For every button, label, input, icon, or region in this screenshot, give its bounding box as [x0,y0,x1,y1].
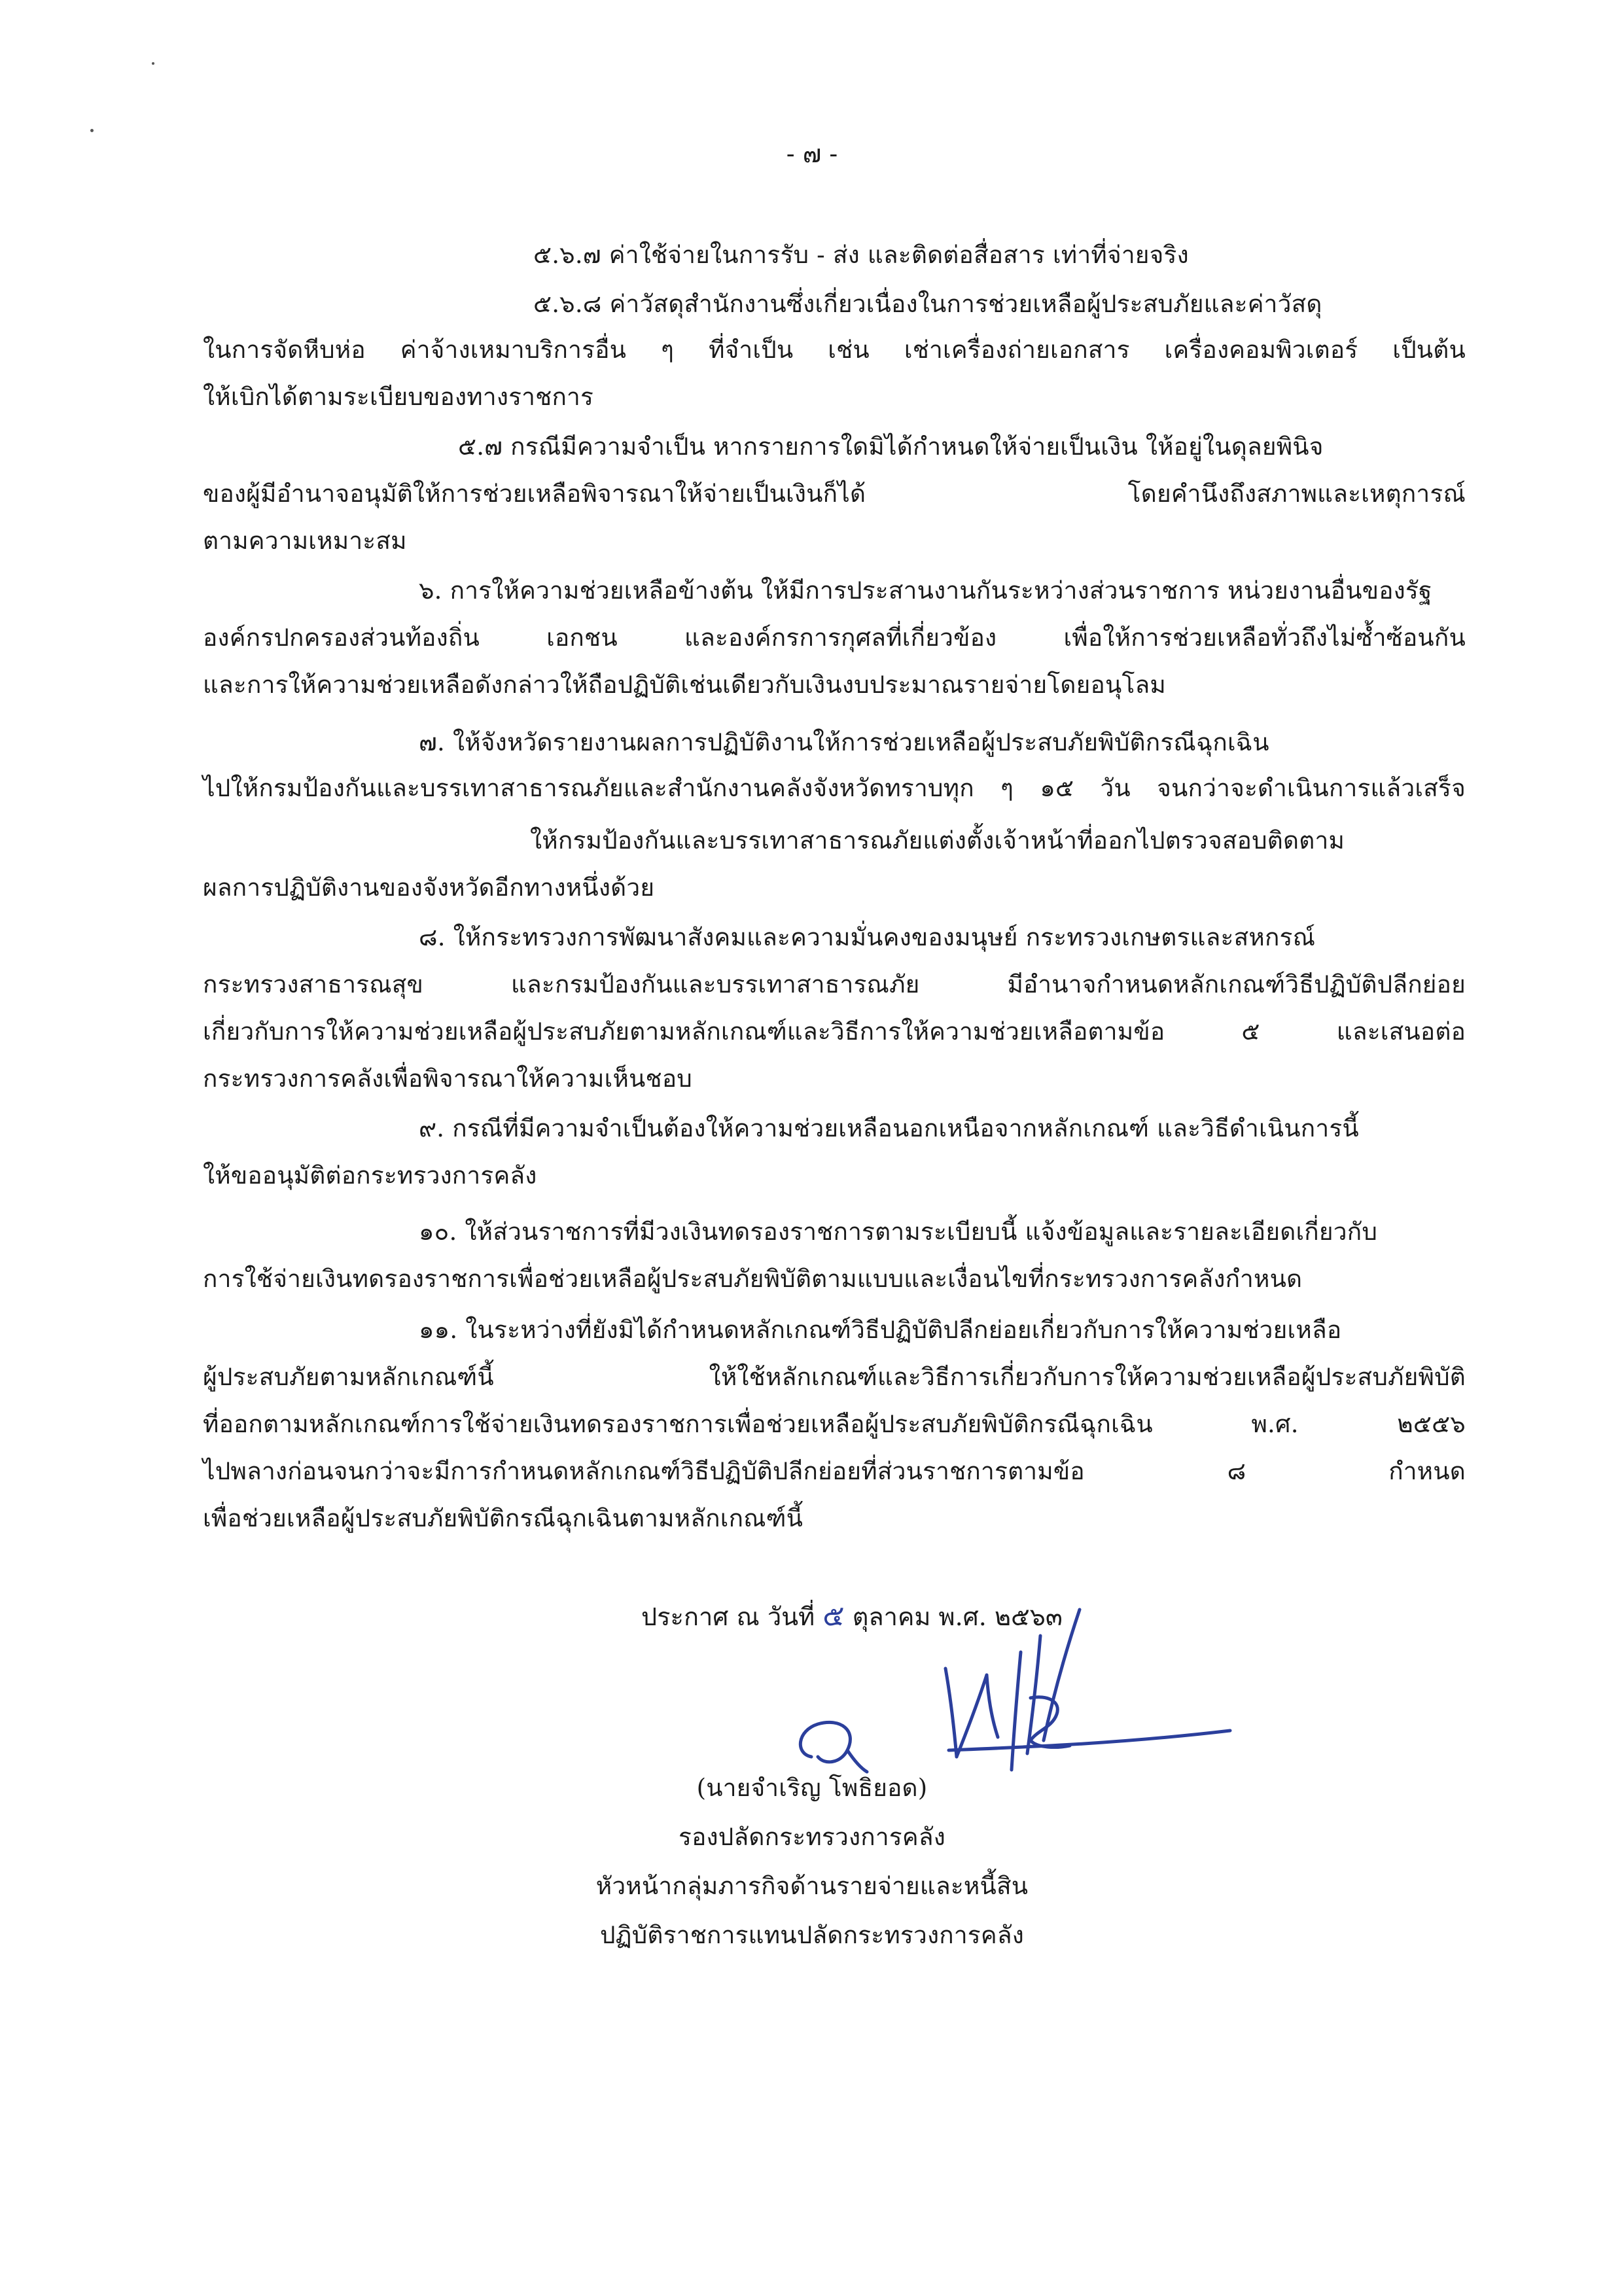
clause-5-6-8-line-1: ๕.๖.๘ ค่าวัสดุสำนักงานซึ่งเกี่ยวเนื่องในการช่วยเหลือผู้ประสบภัยและค่าวัสดุ [533,290,1322,318]
clause-8-line-1: ๘. ให้กระทรวงการพัฒนาสังคมและความมั่นคงของมนุษย์ กระทรวงเกษตรและสหกรณ์ [419,923,1316,951]
clause-11-line-3: ที่ออกตามหลักเกณฑ์การใช้จ่ายเงินทดรองราชการเพื่อช่วยเหลือผู้ประสบภัยพิบัติกรณีฉุกเฉิน พ.ศ. ๒๕๕๖ [203,1410,1466,1438]
signatory-position-2: หัวหน้ากลุ่มภารกิจด้านรายจ่ายและหนี้สิน [595,1872,1029,1900]
clause-7-supplement-line-2: ผลการปฏิบัติงานของจังหวัดอีกทางหนึ่งด้วย [203,873,655,902]
signatory-position-3: ปฏิบัติราชการแทนปลัดกระทรวงการคลัง [600,1921,1024,1949]
signatory-name: (นายจำเริญ โพธิยอด) [696,1774,928,1802]
clause-11-line-2: ผู้ประสบภัยตามหลักเกณฑ์นี้ ให้ใช้หลักเกณฑ์และวิธีการเกี่ยวกับการให้ความช่วยเหลือผู้ประสบภัยพิบัติ [203,1363,1466,1391]
signatory-position-1: รองปลัดกระทรวงการคลัง [679,1823,945,1851]
clause-6-line-3: และการให้ความช่วยเหลือดังกล่าวให้ถือปฏิบัติเช่นเดียวกับเงินงบประมาณรายจ่ายโดยอนุโลม [203,671,1166,699]
clause-5-7-line-2: ของผู้มีอำนาจอนุมัติให้การช่วยเหลือพิจารณาให้จ่ายเป็นเงินก็ได้ โดยคำนึงถึงสภาพและเหตุการณ์ [203,480,1466,508]
clause-7-supplement-line-1: ให้กรมป้องกันและบรรเทาสาธารณภัยแต่งตั้งเจ้าหน้าที่ออกไปตรวจสอบติดตาม [530,826,1345,855]
announcement-prefix: ประกาศ ณ วันที่ [641,1602,815,1631]
clause-5-6-7: ๕.๖.๗ ค่าใช้จ่ายในการรับ - ส่ง และติดต่อสื่อสาร เท่าที่จ่ายจริง [533,241,1189,269]
clause-7-line-2: ไปให้กรมป้องกันและบรรเทาสาธารณภัยและสำนักงานคลังจังหวัดทราบทุก ๆ ๑๕ วัน จนกว่าจะดำเนินการแล้วเสร็จ [203,774,1466,802]
clause-8-line-4: กระทรวงการคลังเพื่อพิจารณาให้ความเห็นชอบ [203,1065,692,1093]
clause-6-line-2: องค์กรปกครองส่วนท้องถิ่น เอกชน และองค์กรการกุศลที่เกี่ยวข้อง เพื่อให้การช่วยเหลือทั่วถึงไม่ซ้ำซ้อนกัน [203,624,1466,652]
announcement-month-year: ตุลาคม พ.ศ. ๒๕๖๓ [852,1602,1063,1631]
page-number: - ๗ - [786,139,838,168]
clause-5-6-8-line-3: ให้เบิกได้ตามระเบียบของทางราชการ [203,383,594,411]
handwritten-day: ๕ [822,1599,845,1632]
clause-9-line-2: ให้ขออนุมัติต่อกระทรวงการคลัง [203,1161,537,1190]
clause-11-line-4: ไปพลางก่อนจนกว่าจะมีการกำหนดหลักเกณฑ์วิธีปฏิบัติปลีกย่อยที่ส่วนราชการตามข้อ ๘ กำหนด [203,1457,1466,1485]
clause-10-line-2: การใช้จ่ายเงินทดรองราชการเพื่อช่วยเหลือผู้ประสบภัยพิบัติตามแบบและเงื่อนไขที่กระทรวงการคลังกำหนด [203,1265,1303,1293]
scan-speck [90,129,94,132]
clause-5-7-line-1: ๕.๗ กรณีมีความจำเป็น หากรายการใดมิได้กำหนดให้จ่ายเป็นเงิน ให้อยู่ในดุลยพินิจ [458,432,1324,461]
clause-6-line-1: ๖. การให้ความช่วยเหลือข้างต้น ให้มีการประสานงานกันระหว่างส่วนราชการ หน่วยงานอื่นของรัฐ [419,576,1432,605]
clause-8-line-2: กระทรวงสาธารณสุข และกรมป้องกันและบรรเทาสาธารณภัย มีอำนาจกำหนดหลักเกณฑ์วิธีปฏิบัติปลีกย่อย [203,970,1466,998]
clause-7-line-1: ๗. ให้จังหวัดรายงานผลการปฏิบัติงานให้การช่วยเหลือผู้ประสบภัยพิบัติกรณีฉุกเฉิน [419,728,1269,756]
scan-speck [152,62,154,65]
clause-8-line-3: เกี่ยวกับการให้ความช่วยเหลือผู้ประสบภัยตามหลักเกณฑ์และวิธีการให้ความช่วยเหลือตามข้อ ๕ และเสนอต่อ [203,1017,1466,1046]
clause-11-line-1: ๑๑. ในระหว่างที่ยังมิได้กำหนดหลักเกณฑ์วิธีปฏิบัติปลีกย่อยเกี่ยวกับการให้ความช่วยเหลือ [419,1316,1342,1344]
clause-9-line-1: ๙. กรณีที่มีความจำเป็นต้องให้ความช่วยเหลือนอกเหนือจากหลักเกณฑ์ และวิธีดำเนินการนี้ [419,1114,1359,1142]
clause-10-line-1: ๑๐. ให้ส่วนราชการที่มีวงเงินทดรองราชการตามระเบียบนี้ แจ้งข้อมูลและรายละเอียดเกี่ยวกับ [419,1218,1378,1246]
clause-11-line-5: เพื่อช่วยเหลือผู้ประสบภัยพิบัติกรณีฉุกเฉินตามหลักเกณฑ์นี้ [203,1504,803,1532]
clause-5-7-line-3: ตามความเหมาะสม [203,527,407,555]
clause-5-6-8-line-2: ในการจัดหีบห่อ ค่าจ้างเหมาบริการอื่น ๆ ที่จำเป็น เช่น เช่าเครื่องถ่ายเอกสาร เครื่องคอมพิวเตอร์ เป็นต้น [203,336,1466,364]
